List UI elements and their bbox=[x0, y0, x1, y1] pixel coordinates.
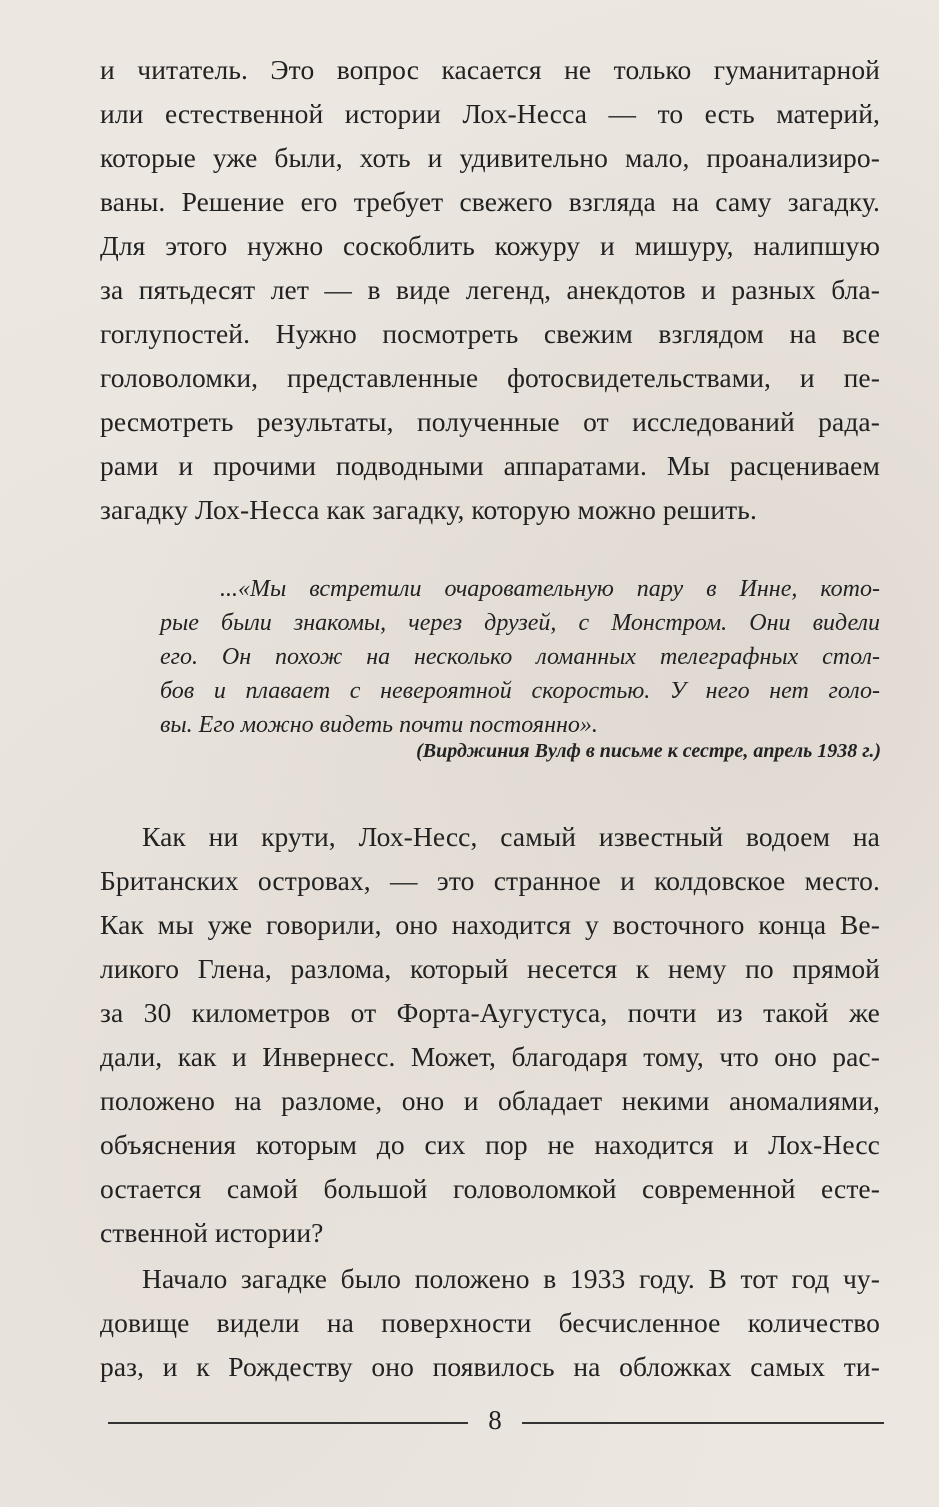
text-line: или естественной истории Лох-Несса — то есть материй, bbox=[100, 98, 880, 129]
quote-line: его. Он похож на несколько ломанных телеграфных стол- bbox=[160, 644, 880, 670]
text-line: Как мы уже говорили, оно находится у восточного конца Ве- bbox=[100, 909, 880, 940]
text-line: ственной истории? bbox=[100, 1217, 324, 1248]
text-line: за 30 километров от Форта-Аугустуса, почти из такой же bbox=[100, 997, 880, 1028]
text-line: объяснения которым до сих пор не находится и Лох-Несс bbox=[100, 1129, 880, 1160]
text-line: загадку Лох-Несса как загадку, которую можно решить. bbox=[100, 494, 757, 525]
text-line: Для этого нужно соскоблить кожуру и мишуру, налипшую bbox=[100, 230, 880, 261]
quote-line: рые были знакомы, через друзей, с Монстром. Они видели bbox=[160, 610, 880, 636]
text-line: за пятьдесят лет — в виде легенд, анекдотов и разных бла- bbox=[100, 274, 880, 305]
text-line: ресмотреть результаты, полученные от исследований рада- bbox=[100, 406, 880, 437]
quote-line: вы. Его можно видеть почти постоянно». bbox=[160, 712, 598, 738]
text-line: и читатель. Это вопрос касается не только гуманитарной bbox=[100, 54, 880, 85]
quote-source: (Вирджиния Вулф в письме к сестре, апрель 1938 г.) bbox=[416, 740, 881, 762]
text-line: раз, и к Рождеству оно появилось на обложках самых ти- bbox=[100, 1351, 880, 1382]
page-number: 8 bbox=[488, 1405, 502, 1435]
text-line: рами и прочими подводными аппаратами. Мы расцениваем bbox=[100, 450, 880, 481]
text-line: гоглупостей. Нужно посмотреть свежим взглядом на все bbox=[100, 318, 880, 349]
text-line: дали, как и Инвернесс. Может, благодаря тому, что оно рас- bbox=[100, 1041, 880, 1072]
text-line: остается самой большой головоломкой современной есте- bbox=[100, 1173, 880, 1204]
text-line: довище видели на поверхности бесчисленное количество bbox=[100, 1307, 880, 1338]
footer-rule-left bbox=[108, 1422, 468, 1424]
footer-rule-right bbox=[522, 1422, 884, 1424]
quote-line: ...«Мы встретили очаровательную пару в Инне, кото- bbox=[220, 576, 880, 602]
text-line: Начало загадке было положено в 1933 году. В тот год чу- bbox=[142, 1263, 880, 1294]
text-line: положено на разломе, оно и обладает некими аномалиями, bbox=[100, 1085, 880, 1116]
text-line: ликого Глена, разлома, который несется к нему по прямой bbox=[100, 953, 880, 984]
quote-line: бов и плавает с невероятной скоростью. У него нет голо- bbox=[160, 678, 880, 704]
text-line: ваны. Решение его требует свежего взгляда на саму загадку. bbox=[100, 186, 880, 217]
text-line: которые уже были, хоть и удивительно мало, проанализиро- bbox=[100, 142, 880, 173]
text-line: головоломки, представленные фотосвидетельствами, и пе- bbox=[100, 362, 880, 393]
text-line: Как ни крути, Лох-Несс, самый известный водоем на bbox=[142, 821, 880, 852]
text-line: Британских островах, — это странное и колдовское место. bbox=[100, 865, 880, 896]
